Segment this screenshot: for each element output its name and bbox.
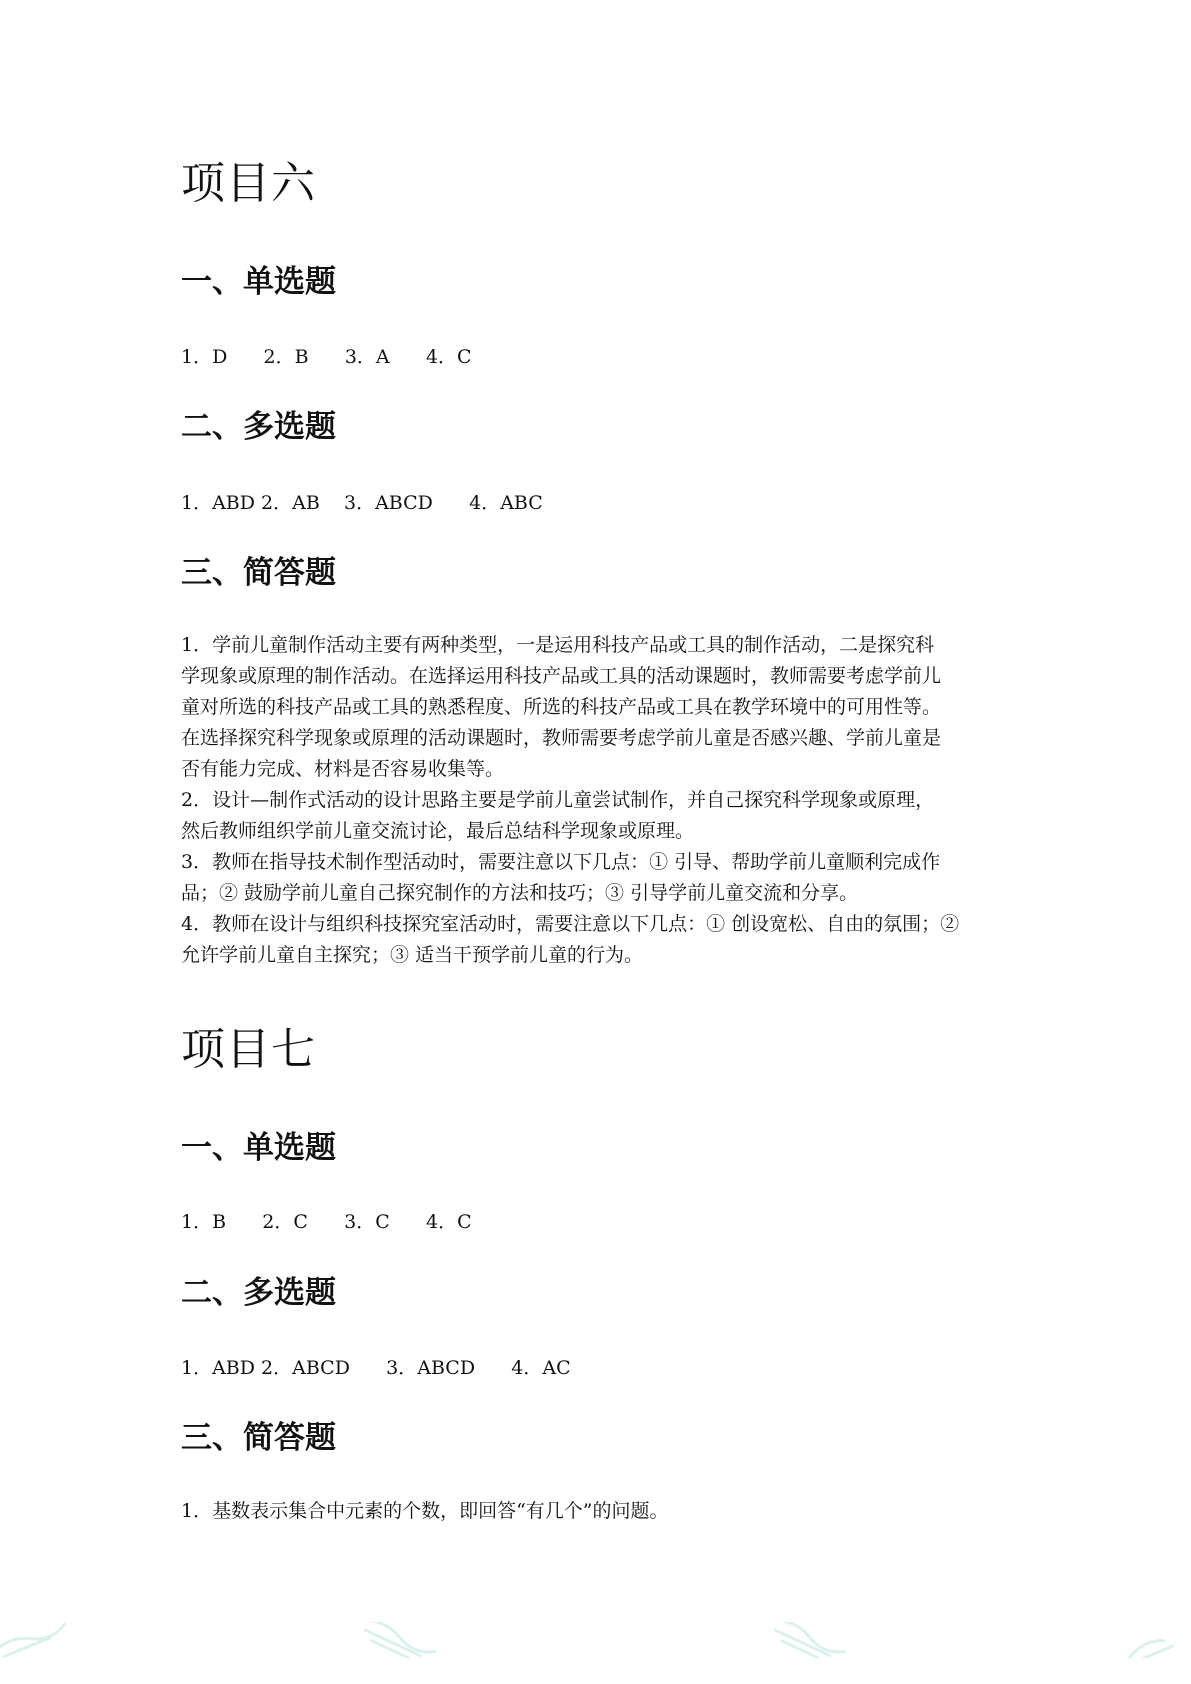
short-answer-line: 然后教师组织学前儿童交流讨论，最后总结科学现象或原理。 <box>181 820 695 842</box>
short-answer-line: 4．教师在设计与组织科技探究室活动时，需要注意以下几点：① 创设宽松、自由的氛围；② <box>181 913 960 935</box>
project-title: 项目六 <box>181 158 316 209</box>
single-choice-answers: 1．D 2．B 3．A 4．C <box>181 346 472 368</box>
short-answer-block <box>181 1496 1041 1527</box>
short-answer-line: 在选择探究科学现象或原理的活动课题时，教师需要考虑学前儿童是否感兴趣、学前儿童是 <box>181 727 942 749</box>
multiple-choice-answers: 1．ABD 2．ABCD 3．ABCD 4．AC <box>181 1357 571 1379</box>
section-heading-short-answer: 三、简答题 <box>181 555 336 591</box>
short-answer-line: 1．基数表示集合中元素的个数，即回答“有几个”的问题。 <box>181 1500 669 1522</box>
watermark-logo <box>760 1622 852 1658</box>
short-answer-line: 否有能力完成、材料是否容易收集等。 <box>181 758 505 780</box>
multiple-choice-answers: 1．ABD 2．AB 3．ABCD 4．ABC <box>181 492 543 514</box>
watermark-logo <box>350 1622 442 1658</box>
short-answer-line: 1．学前儿童制作活动主要有两种类型，一是运用科技产品或工具的制作活动，二是探究科 <box>181 634 935 656</box>
short-answer-line: 品；② 鼓励学前儿童自己探究制作的方法和技巧；③ 引导学前儿童交流和分享。 <box>181 882 859 904</box>
short-answer-line: 童对所选的科技产品或工具的熟悉程度、所选的科技产品或工具在教学环境中的可用性等。 <box>181 696 942 718</box>
short-answer-line: 2．设计—制作式活动的设计思路主要是学前儿童尝试制作，并自己探究科学现象或原理， <box>181 789 935 811</box>
short-answer-line: 允许学前儿童自主探究；③ 适当干预学前儿童的行为。 <box>181 944 644 966</box>
short-answer-line: 学现象或原理的制作活动。在选择运用科技产品或工具的活动课题时，教师需要考虑学前儿 <box>181 665 942 687</box>
short-answer-block <box>181 630 1041 971</box>
section-heading-single-choice: 一、单选题 <box>181 1130 336 1166</box>
watermark-logo <box>0 1622 72 1658</box>
single-choice-answers: 1．B 2．C 3．C 4．C <box>181 1211 472 1233</box>
project-title: 项目七 <box>181 1024 316 1075</box>
section-heading-multiple-choice: 二、多选题 <box>181 1275 336 1311</box>
watermark-logo <box>1120 1622 1191 1658</box>
short-answer-line: 3．教师在指导技术制作型活动时，需要注意以下几点：① 引导、帮助学前儿童顺利完成作 <box>181 851 941 873</box>
section-heading-multiple-choice: 二、多选题 <box>181 409 336 445</box>
section-heading-short-answer: 三、简答题 <box>181 1420 336 1456</box>
section-heading-single-choice: 一、单选题 <box>181 264 336 300</box>
